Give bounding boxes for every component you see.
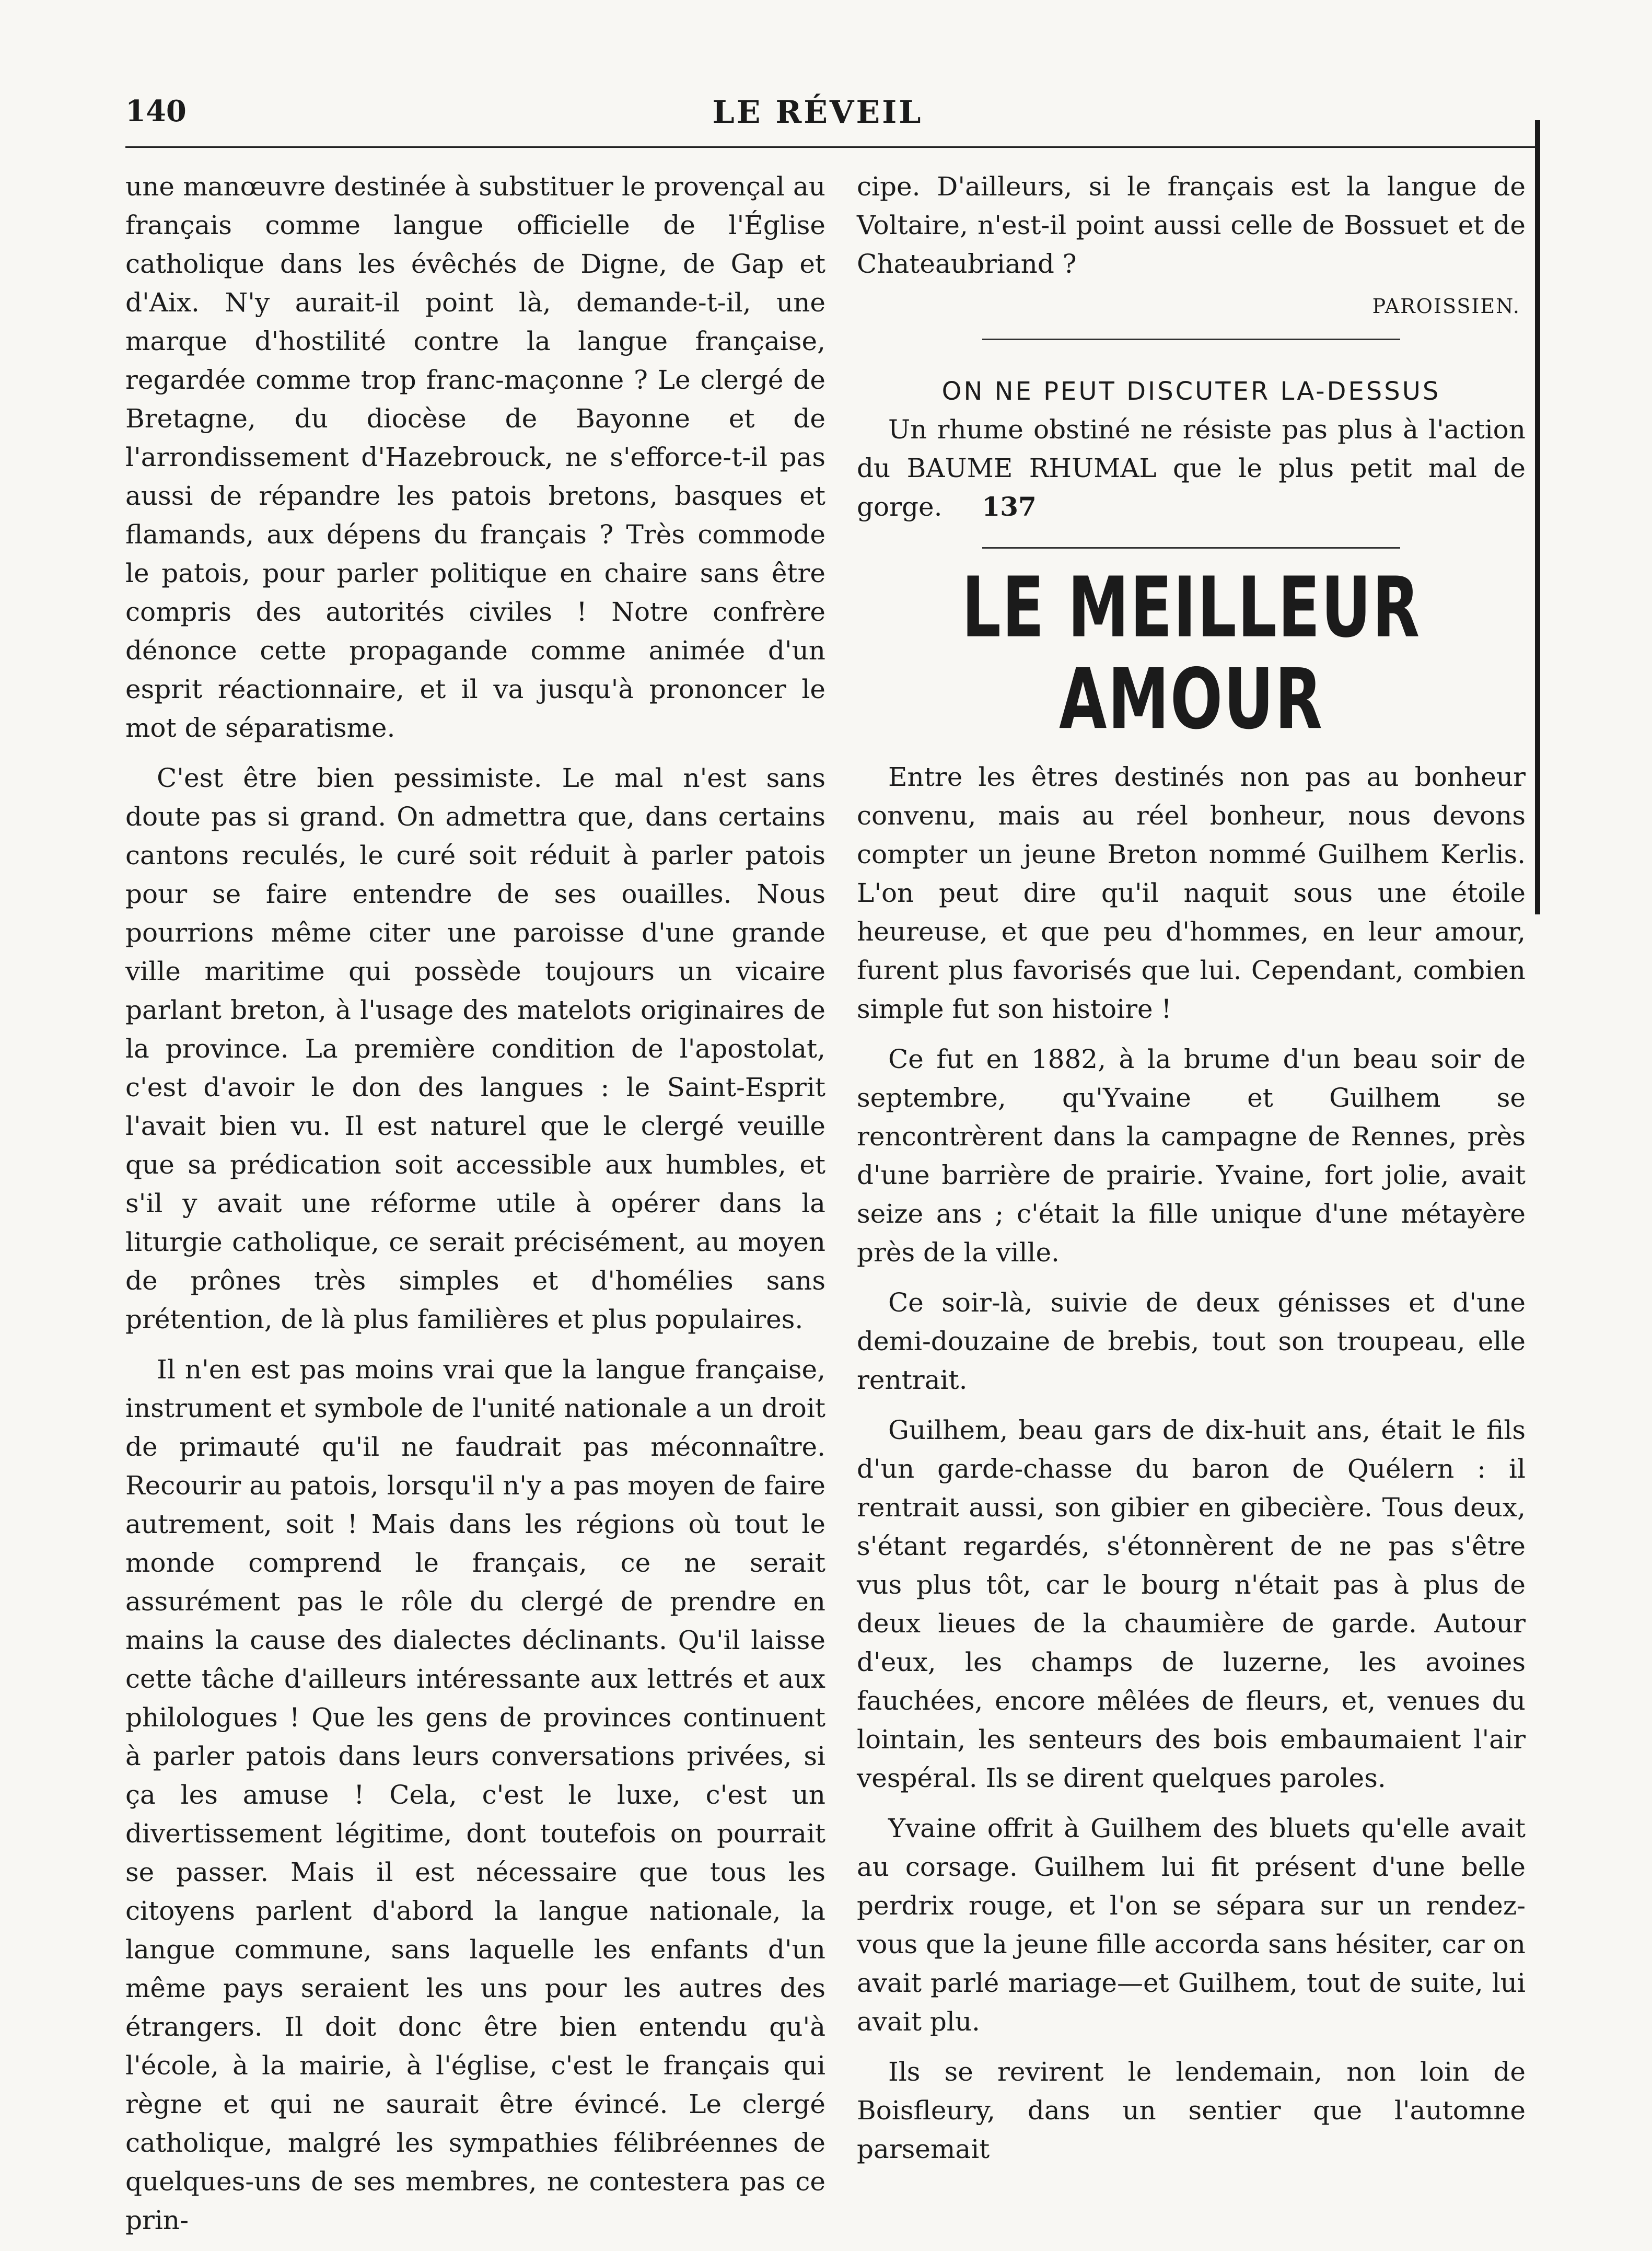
notice-reference: 137 [982, 491, 1037, 522]
story-paragraph: Entre les êtres destinés non pas au bonheur convenu, mais au réel bonheur, nous devons compter un jeune Breton nommé Guilhem Kerlis. L'on peut dire qu'il naquit sous une étoile heureuse, et que peu d'hommes, en leur amour, furent plus favorisés que lui. Cependant, combien simple fut son histoire ! [857, 762, 1526, 1024]
article-paragraph: une manœuvre destinée à substituer le provençal au français comme langue officielle de l'Église catholique dans les évêchés de Digne, de Gap et d'Aix. N'y aurait-il point là, demande-t-il, une marque d'hostilité contre la langue française, regardée comme trop franc-maçonne ? Le clergé de Bretagne, du diocèse de Bayonne et de l'arrondissement d'Hazebrouck, ne s'efforce-t-il pas aussi de répandre les patois bretons, basques et flamands, aux dépens du français ? Très commode le patois, pour parler politique en chaire sans être compris des autorités civiles ! Notre confrère dénonce cette propagande comme animée d'un esprit réactionnaire, et il va jusqu'à prononcer le mot de séparatisme. [125, 171, 825, 743]
article-paragraph: C'est être bien pessimiste. Le mal n'est sans doute pas si grand. On admettra que, dans certains cantons reculés, le curé soit réduit à parler patois pour se faire entendre de ses ouailles. Nous pourrions même citer une paroisse d'une grande ville maritime qui possède toujours un vicaire parlant breton, à l'usage des matelots originaires de la province. La première condition de l'apostolat, c'est d'avoir le don des langues : le Saint-Esprit l'avait bien vu. Il est naturel que le clergé veuille que sa prédication soit accessible aux humbles, et s'il y avait une réforme utile à opérer dans la liturgie catholique, ce serait précisément, au moyen de prônes très simples et d'homélies sans prétention, de là plus familières et plus populaires. [125, 763, 825, 1335]
article-paragraph: Il n'en est pas moins vrai que la langue française, instrument et symbole de l'unité nationale a un droit de primauté qu'il ne faudrait pas méconnaître. Recourir au patois, lorsqu'il n'y a pas moyen de faire autrement, soit ! Mais dans les régions où tout le monde comprend le français, ce ne serait assurément pas le rôle du clergé de prendre en mains la cause des dialectes déclinants. Qu'il laisse cette tâche d'ailleurs intéressante aux lettrés et aux philologues ! Que les gens de provinces continuent à parler patois dans leurs conversations privées, si ça les amuse ! Cela, c'est le luxe, c'est un divertissement légitime, dont toutefois on pourrait se passer. Mais il est nécessaire que tous les citoyens parlent d'abord la langue nationale, la langue commune, sans laquelle les enfants d'un même pays seraient les uns pour les autres des étrangers. Il doit donc être bien entendu qu'à l'école, à la mairie, à l'église, c'est le français qui règne et qui ne saurait être évincé. Le clergé catholique, malgré les sympathies félibréennes de quelques-uns de ses membres, ne contestera pas ce prin- [125, 1354, 825, 2235]
notice-title: ON NE PEUT DISCUTER LA-DESSUS [941, 377, 1441, 406]
story-paragraph: Guilhem, beau gars de dix-huit ans, était le fils d'un garde-chasse du baron de Quélern : il rentrait aussi, son gibier en gibecière. Tous deux, s'étant regardés, s'étonnèrent de ne pas s'être vus plus tôt, car le bourg n'était pas à plus de deux lieues de la chaumière de garde. Autour d'eux, les champs de luzerne, les avoines fauchées, encore mêlées de fleurs, et, venues du lointain, les senteurs des bois embaumaient l'air vespéral. Ils se dirent quelques paroles. [857, 1415, 1526, 1793]
story-paragraph: Ce soir-là, suivie de deux génisses et d'une demi-douzaine de brebis, tout son troupeau, elle rentrait. [857, 1287, 1526, 1395]
separator-rule [982, 339, 1400, 340]
notice-box [857, 377, 1526, 526]
page-header [125, 94, 1510, 141]
article-continuation: cipe. D'ailleurs, si le français est la langue de Voltaire, n'est-il point aussi celle de Bossuet et de Chateaubriand ? [857, 171, 1526, 279]
header-rule [125, 146, 1536, 148]
story-paragraph: Ils se revirent le lendemain, non loin de Boisfleury, dans un sentier que l'automne parsemait [857, 2057, 1526, 2164]
right-column [857, 167, 1526, 2180]
story-paragraph: Ce fut en 1882, à la brume d'un beau soir de septembre, qu'Yvaine et Guilhem se rencontrèrent dans la campagne de Rennes, près d'une barrière de prairie. Yvaine, fort jolie, avait seize ans ; c'était la fille unique d'une métayère près de la ville. [857, 1044, 1526, 1268]
article-signature: PAROISSIEN. [1372, 295, 1520, 318]
notice-text [857, 410, 1526, 526]
binding-edge-line [1535, 120, 1540, 914]
separator-rule [982, 547, 1400, 549]
story-paragraph: Yvaine offrit à Guilhem des bluets qu'elle avait au corsage. Guilhem lui fit présent d'une belle perdrix rouge, et l'on se sépara sur un rendez-vous que la jeune fille accorda sans hésiter, car on avait parlé mariage—et Guilhem, tout de suite, lui avait plu. [857, 1813, 1526, 2037]
story-title: LE MEILLEUR AMOUR [961, 559, 1421, 748]
notice-body: Un rhume obstiné ne résiste pas plus à l'action du BAUME RHUMAL que le plus petit mal de gorge. [857, 414, 1526, 522]
page-number: 140 [125, 94, 187, 129]
journal-title: LE RÉVEIL [712, 94, 923, 131]
left-column [125, 167, 825, 2251]
